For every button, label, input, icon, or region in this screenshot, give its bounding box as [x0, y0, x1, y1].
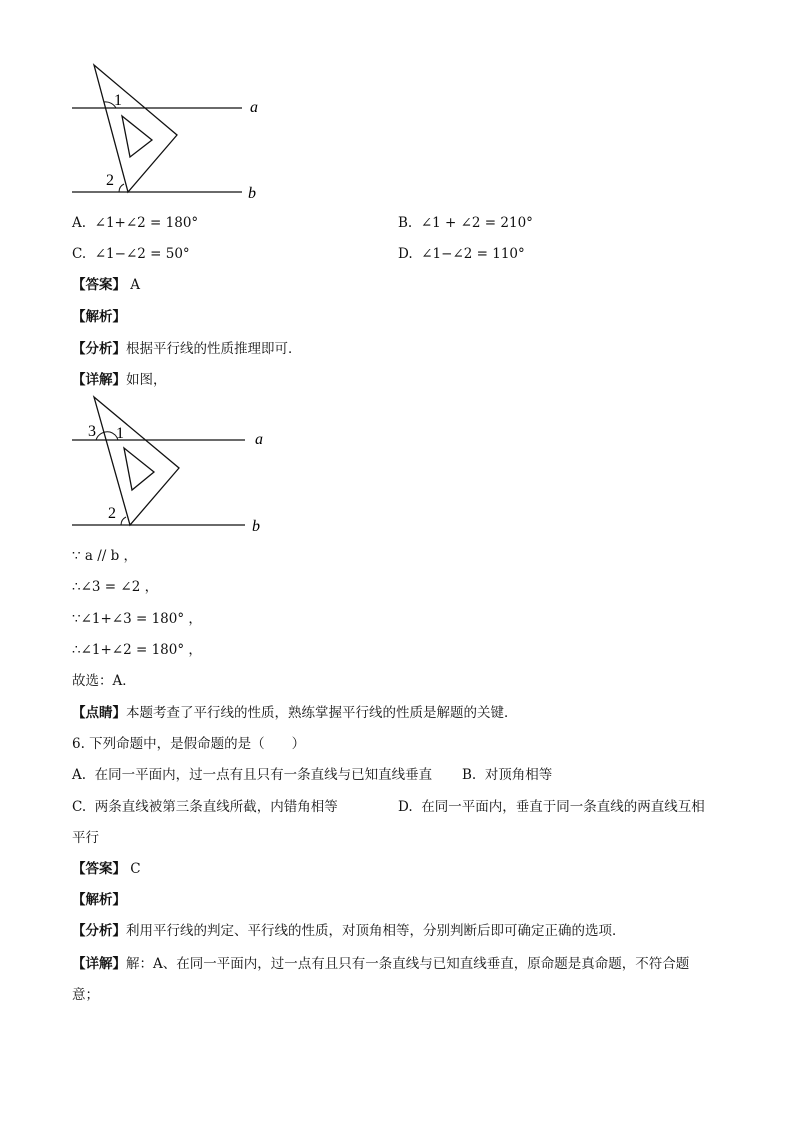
- set-square-inner: [122, 116, 152, 157]
- dianjing-tag: 【点睛】: [72, 705, 126, 721]
- option-a-text: ∠1+∠2 = 180°: [94, 215, 199, 231]
- option-b: [398, 214, 533, 232]
- option-c-text: ∠1−∠2 = 50°: [94, 246, 190, 262]
- q5-analysis-header: [72, 308, 126, 326]
- q6-option-c-letter: C.: [72, 799, 87, 815]
- q6-option-d-letter: D.: [398, 799, 413, 815]
- step-2: ∴∠3 = ∠2 ，: [72, 579, 159, 595]
- q6-stem: 6. 下列命题中，是假命题的是（ ）: [72, 736, 306, 752]
- angle-2-arc: [119, 184, 124, 192]
- q6-answer: [72, 860, 141, 878]
- figure-1: [60, 60, 280, 205]
- label-3: 3: [88, 423, 96, 440]
- q5-dianjing: [72, 704, 518, 722]
- q6-option-d: [398, 798, 705, 816]
- q6-xiangjie: [72, 955, 689, 973]
- option-b-letter: B.: [398, 215, 413, 231]
- set-square-inner-2: [124, 448, 154, 490]
- step-3: ∵∠1+∠3 = 180° ，: [72, 611, 202, 627]
- option-d-text: ∠1−∠2 = 110°: [421, 246, 525, 262]
- q6-fenxi: [72, 922, 626, 940]
- label-1: 1: [114, 92, 122, 109]
- option-c: [72, 245, 190, 263]
- label-b: b: [248, 185, 256, 202]
- label-a-2: a: [255, 431, 263, 448]
- option-d-letter: D.: [398, 246, 413, 262]
- figure-2-svg: [60, 392, 280, 537]
- set-square-outer-2: [94, 397, 179, 525]
- xiangjie-tag: 【详解】: [72, 372, 126, 388]
- analysis-header-text: 【解析】: [72, 309, 126, 325]
- option-b-text: ∠1 + ∠2 = 210°: [420, 215, 533, 231]
- q6-option-b-letter: B.: [462, 767, 477, 783]
- answer-bracket-close: 】: [112, 277, 126, 293]
- option-c-letter: C.: [72, 246, 87, 262]
- angle-3-arc: [96, 432, 118, 440]
- figure-1-svg: [60, 60, 280, 205]
- option-a-letter: A.: [72, 215, 87, 231]
- q6-fenxi-text: 利用平行线的判定、平行线的性质，对顶角相等，分别判断后即可确定正确的选项．: [126, 923, 626, 939]
- q6-option-b-text: 对顶角相等: [484, 767, 553, 783]
- q6-answer-tag: 【答案】: [72, 861, 126, 877]
- answer-word: 答案: [85, 277, 113, 293]
- xiangjie-text: 如图，: [126, 372, 167, 388]
- q5-answer: [72, 276, 140, 294]
- q6-analysis-header: [72, 891, 126, 909]
- dianjing-text: 本题考查了平行线的性质，熟练掌握平行线的性质是解题的关键．: [126, 705, 518, 721]
- q6-option-d-text: 在同一平面内，垂直于同一条直线的两直线互相: [421, 799, 705, 815]
- step-5: 故选：A．: [72, 673, 136, 689]
- q6-answer-value: C: [130, 861, 141, 877]
- q6-option-a-text: 在同一平面内，过一点有且只有一条直线与已知直线垂直: [94, 767, 433, 783]
- fenxi-tag: 【分析】: [72, 341, 126, 357]
- angle-2-arc-2: [121, 517, 126, 525]
- label-b-2: b: [252, 518, 260, 535]
- step-1: ∵ a // b ，: [72, 548, 138, 564]
- q6-xiangjie-cont: 意；: [72, 987, 99, 1003]
- q6-xiangjie-text: 解：A、在同一平面内，过一点有且只有一条直线与已知直线垂直，原命题是真命题，不符合题: [126, 956, 690, 972]
- answer-value: A: [130, 277, 141, 293]
- label-2: 2: [106, 172, 114, 189]
- answer-bracket-open: 【: [72, 277, 86, 293]
- q5-fenxi: [72, 340, 302, 358]
- fenxi-text: 根据平行线的性质推理即可．: [126, 341, 302, 357]
- figure-2: [60, 392, 280, 537]
- q6-analysis-header-text: 【解析】: [72, 892, 126, 908]
- q6-option-c-text: 两条直线被第三条直线所截，内错角相等: [94, 799, 338, 815]
- q6-option-c: [72, 798, 338, 816]
- label-1-2: 1: [116, 425, 124, 442]
- q6-option-b: [462, 766, 552, 784]
- step-4: ∴∠1+∠2 = 180° ，: [72, 642, 202, 658]
- option-a: [72, 214, 198, 232]
- q5-xiangjie: [72, 371, 167, 389]
- q6-fenxi-tag: 【分析】: [72, 923, 126, 939]
- option-d: [398, 245, 525, 263]
- q6-xiangjie-tag: 【详解】: [72, 956, 126, 972]
- q6-option-a-letter: A.: [72, 767, 87, 783]
- label-a: a: [250, 99, 258, 116]
- q6-option-a: [72, 766, 432, 784]
- label-2-2: 2: [108, 505, 116, 522]
- q6-option-d-cont: 平行: [72, 830, 99, 846]
